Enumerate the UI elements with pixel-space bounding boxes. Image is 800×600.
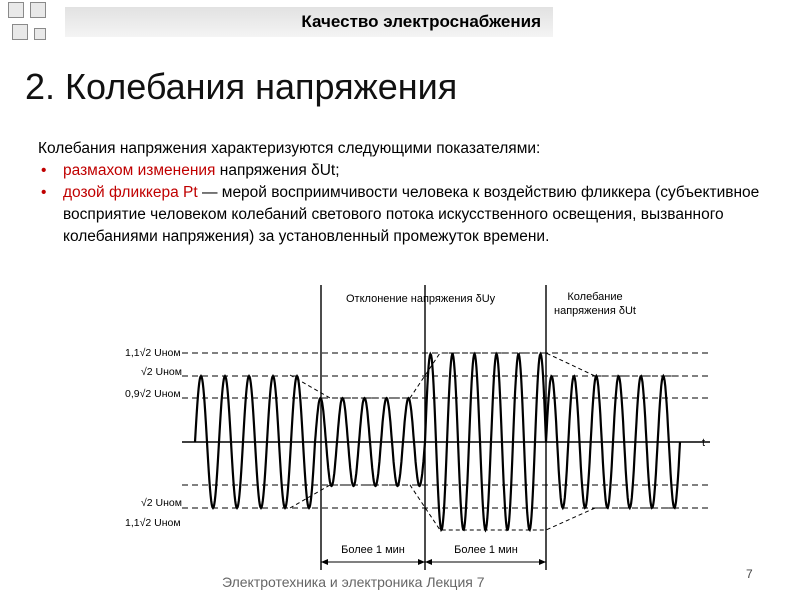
header-title: Качество электроснабжения [301,12,541,31]
zone-label-fluct-1: Колебание [567,291,623,303]
footer-text: Электротехника и электроника Лекция 7 [222,574,485,590]
bullet-term: размахом изменения [63,162,216,179]
arrow-head [539,559,546,565]
bullet-item-range [38,160,778,182]
bullet-rest: напряжения δUt; [215,162,340,179]
bullet-icon: • [41,184,47,201]
bullet-term: дозой фликкера Pt [63,184,198,201]
page-title: 2. Колебания напряжения [25,66,458,107]
duration-label-2: Более 1 мин [454,544,518,556]
intro-text: Колебания напряжения характеризуются следующими показателями: [38,140,541,157]
arrow-head [418,559,425,565]
header-bar [65,7,553,37]
bullet-item-flicker [38,182,778,248]
arrow-head [321,559,328,565]
level-label-upper-1: √2 Uном [141,366,182,378]
slide-number: 7 [746,567,753,581]
axis-label-t: t [702,437,706,449]
corner-decoration [0,0,60,50]
voltage-fluctuation-diagram [120,280,720,570]
zone-label-fluct-2: напряжения δUt [554,305,636,317]
duration-label-1: Более 1 мин [341,544,405,556]
zone-label-deviation: Отклонение напряжения δUy [346,293,496,305]
bullet-icon: • [41,162,47,179]
level-label-upper-09: 0,9√2 Uном [125,388,181,400]
bullet-rest: — мерой восприимчивости человека к воздействию фликкера (субъективное восприятие человеком колебаний светового потока искусственного освещения, вызванного колебаниями напряжения) за установленный промежуток времени. [63,184,760,245]
body-text [38,138,778,248]
arrow-head [425,559,432,565]
level-label-lower-1: √2 Uном [141,497,182,509]
level-label-lower-11: 1,1√2 Uном [125,517,181,529]
level-label-upper-11: 1,1√2 Uном [125,347,181,359]
